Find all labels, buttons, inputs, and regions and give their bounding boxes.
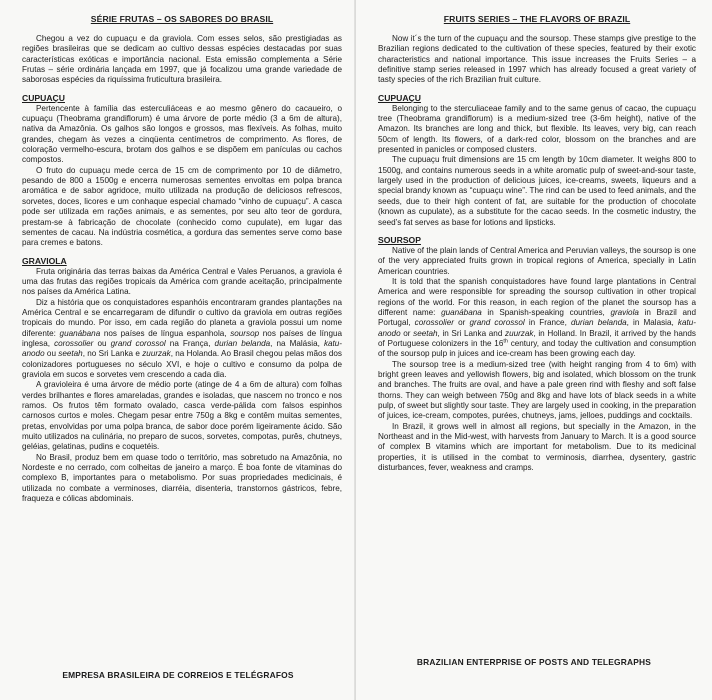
footer-portuguese: EMPRESA BRASILEIRA DE CORREIOS E TELÉGRAFOS (62, 670, 294, 680)
paragraph: The cupuaçu fruit dimensions are 15 cm length by 10cm diameter. It weighs 800 to 1500g, and contains numerous seeds in a white aromatic pulp of sweet-and-sour taste, largely used in the production of delicious juices, ice-creams, sweets, liqueurs and a special brandy known as “cupuaçu wine”. The rind can be used to feed animals, and the seeds, due to their high content of fat, are suitable for the production of chocolate (known as cupulate), as a substitute for the cacao seeds. In the cosmetic industry, the seed’s fat serves as base for lotions and lipsticks. (378, 155, 696, 227)
section-title-cupuacu-en: CUPUAÇU (378, 92, 421, 103)
footer-english: BRAZILIAN ENTERPRISE OF POSTS AND TELEGRAPHS (416, 657, 652, 667)
section-title-soursop: SOURSOP (378, 234, 421, 245)
paragraph: A gravioleira é uma árvore de médio porte (atinge de 4 a 6m de altura) com folhas verdes brilhantes e flores amareladas, grandes e isoladas, que nascem no tronco e nos ramos. Os frutos têm formato ovalado, casca verde-pálida com falsos espinhos carnosos curtos e moles. Chegam pesar entre 750g a 8kg e contêm muitas sementes, pretas, envolvidas por uma polpa branca, de sabor doce porém ligeiramente ácido. São muito utilizados na culinária, no preparo de sucos, sorvetes, compotas, purês, chutneys, geléias, gelatinas, pudins e coquetéis. (22, 380, 342, 452)
paragraph: In Brazil, it grows well in almost all regions, but specially in the Amazon, in the Northeast and in the Mid-west, with harvests from January to March. It is a good source of complex B vitamins which are important for metabolism. Due to its medicinal properties, it is utilised in the combat to verminosis, diarrhea, dysentery, gastric disturbances, fever, weakness and cramps. (378, 421, 696, 473)
intro-portuguese (22, 34, 342, 86)
page-english (356, 0, 712, 700)
paragraph: Belonging to the sterculiaceae family and to the same genus of cacao, the cupuaçu tree (Theobrama grandiflorum) is a medium-sized tree (3-6m height), native of the Amazon. Its branches are long and thick, but flexible. Its leaves, very big, can reach 50cm of length. Its flowers, of a dark-red color, blossom on the branches and are presented in panicles or composed clusters. (378, 103, 696, 155)
paragraph: No Brasil, produz bem em quase todo o território, mas sobretudo na Amazônia, no Nordeste e no cerrado, com colheitas de janeiro a março. É boa fonte de vitaminas do complexo B, importantes para o metabolismo. Por suas propriedades medicinais, é utilizada no combate a verminoses, diarréia, disenteria, transtornos gástricos, febre, fraqueza e cólicas abdominais. (22, 452, 342, 504)
intro-english (378, 34, 696, 86)
paragraph: Diz a história que os conquistadores espanhóis encontraram grandes plantações na América Central e se encarregaram de difundir o cultivo da graviola em outras regiões tropicais do mundo. Por isso, em cada região do planeta a graviola possui um nome diferente: guanábana nos países de língua espanhola, soursop nos países de língua inglesa, corossolier ou grand corossol na França, durian belanda, na Malásia, katu-anodo ou seetah, no Sri Lanka e zuurzak, na Holanda. Ao Brasil chegou pelas mãos dos colonizadores portugueses no século XVI, e hoje o cultivo e consumo da polpa de graviola em sucos e sorvetes vem crescendo a cada dia. (22, 297, 343, 379)
paragraph: The soursop tree is a medium-sized tree (with height ranging from 4 to 6m) with bright green leaves and yellowish flowers, big and isolated, which blossom on the trunk and branches. The fruits are oval, and have a pale green rind with fleshy and soft false thorns. They can weigh between 750g and 8kg and have lots of black seeds in a white pulp, of sweet but slightly sour taste. They are largely used in cooking, in the preparation of juices, ice-cream, compotes, purées, chutneys, jams, jelloes, puddings and cocktails. (378, 359, 696, 421)
paragraph: O fruto do cupuaçu mede cerca de 15 cm de comprimento por 10 de diâmetro, pesando de 800 a 1500g e encerra numerosas sementes envoltas em polpa branca aromática e de sabor agridoce, muito utilizada na produção de deliciosos refrescos, sorvetes, doces, licores e um conhaque especial chamado “vinho de cupuaçu”. A casca pode ser utilizada em rações animais, e as sementes, por seu alto teor de gordura, prestam-se à fabricação de chocolate (conhecido como cupulate), em lugar das sementes de cacau. Na indústria cosmética, a gordura das sementes serve como base para cremes e batons. (22, 165, 342, 248)
intro-paragraph: Now it´s the turn of the cupuaçu and the soursop. These stamps give prestige to the Brazilian regions dedicated to the cultivation of these species, featured by their exotic characteristics and national importance. This issue increases the Fruits Series – a definitive stamp series released in 1997 which has already focused a great variety of tasty species of the rich Brazilian fruit culture. (378, 34, 696, 85)
page-title-english: FRUITS SERIES – THE FLAVORS OF BRAZIL (443, 14, 631, 24)
paragraph: Native of the plain lands of Central America and Peruvian valleys, the soursop is one of the very appreciated fruits grown in tropical regions of America, specially in Latin American countries. (378, 245, 696, 276)
section-title-cupuacu-pt: CUPUAÇU (22, 92, 65, 103)
section-title-graviola: GRAVIOLA (22, 255, 67, 266)
intro-paragraph: Chegou a vez do cupuaçu e da graviola. Com esses selos, são prestigiadas as regiões brasileiras que se dedicam ao cultivo dessas espécies destacadas por suas características exóticas e importância nacional. Esta emissão complementa a Série Frutas – série ordinária lançada em 1997, que já focalizou uma grande variedade de saborosas espécies da riquíssima fruticultura brasileira. (22, 34, 342, 85)
paragraph: It is told that the spanish conquistadores have found large plantations in Central America and were responsible for spreading the soursop cultivation in other tropical regions of the world. For this reason, in each region of the planet the soursop has a different name: guanábana in Spanish-speaking countries, graviola in Brazil and Portugal, corossolier or grand corossol in France, durian belanda, in Malasia, katu-anodo or seetah, in Sri Lanka and zuurzak, in Holland. In Brazil, it arrived by the hands of Portuguese colonizers in the 16th century, and today the cultivation and consumption of the soursop pulp in juices and ice-cream has been growing each day. (378, 276, 697, 359)
paragraph: Pertencente à família das esterculiáceas e ao mesmo gênero do cacaueiro, o cupuaçu (Theobrama grandiflorum) é uma árvore de porte médio (3 a 6m de altura), nativa da Amazônia. Os galhos são longos e grossos, mas flexíveis. As folhas, muito grandes, chegam às vezes a cinqüenta centímetros de comprimento. As flores, de coloração vermelho-escura, brotam dos galhos e se dispõem em panículas ou cachos compostos. (22, 103, 342, 165)
page-title-portuguese: SÉRIE FRUTAS – OS SABORES DO BRASIL (90, 14, 274, 24)
paragraph: Fruta originária das terras baixas da América Central e Vales Peruanos, a graviola é uma das frutas das regiões tropicais da América com grande aceitação, principalmente nos países da América Latina. (22, 266, 342, 297)
